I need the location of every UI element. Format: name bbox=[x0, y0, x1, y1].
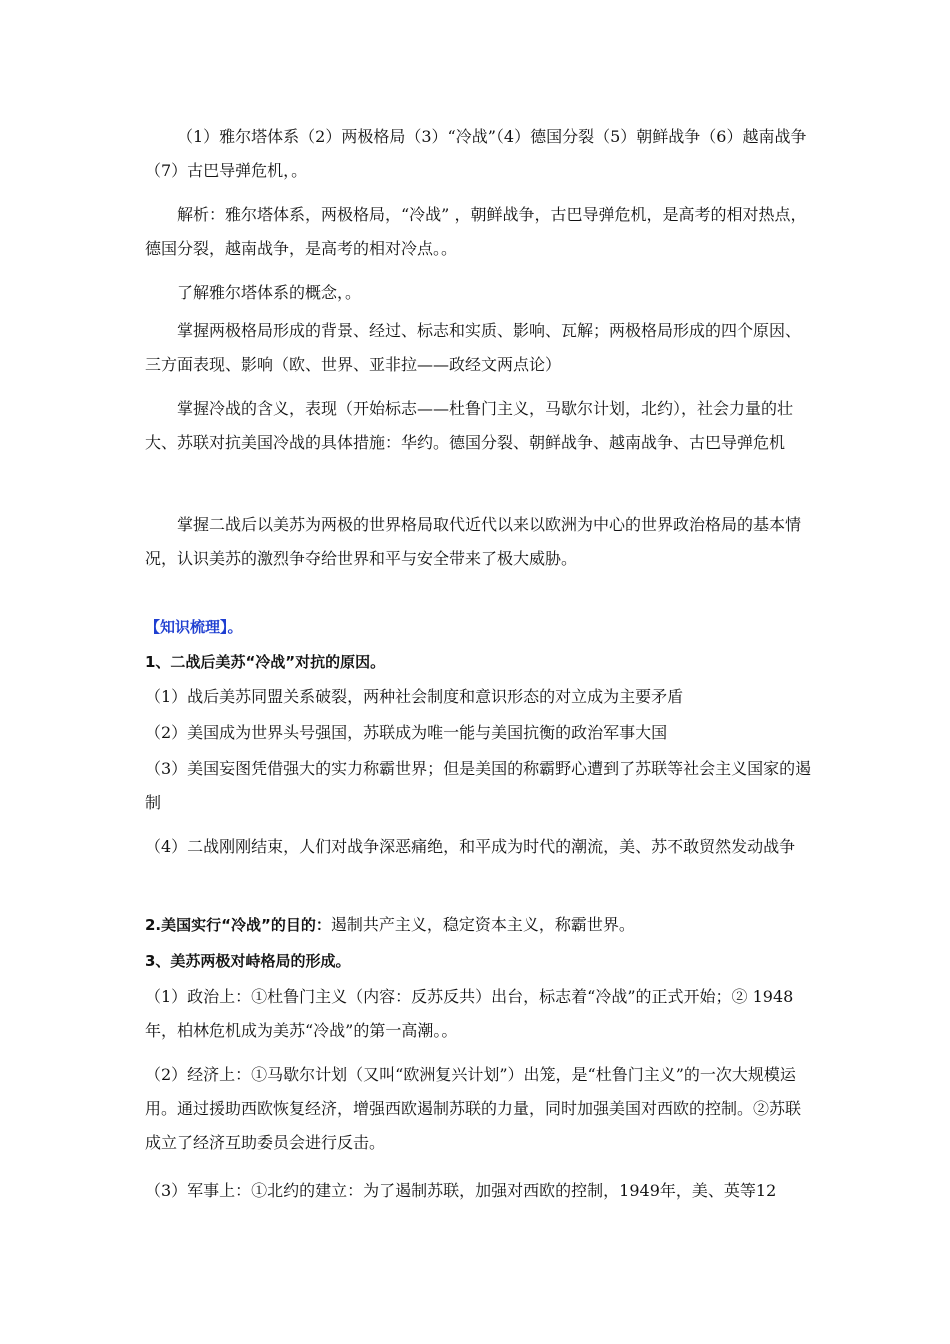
knowledge-heading: 【知识梳理】。 bbox=[145, 618, 243, 636]
section-2-title: 2.美国实行“冷战”的目的： bbox=[145, 916, 331, 934]
intro-analysis: 解析：雅尔塔体系，两极格局，“冷战” ，朝鲜战争，古巴导弹危机，是高考的相对热点，德国分裂，越南战争，是高考的相对冷点。。 bbox=[145, 205, 807, 258]
section-1-title: 1、二战后美苏“冷战”对抗的原因。 bbox=[145, 653, 386, 671]
section-1-item-2: （2）美国成为世界头号强国，苏联成为唯一能与美国抗衡的政治军事大国 bbox=[145, 723, 668, 742]
section-2-text: 遏制共产主义，稳定资本主义，称霸世界。 bbox=[330, 915, 635, 934]
section-3-item-3: （3）军事上：①北约的建立：为了遏制苏联，加强对西欧的控制，1949年，美、英等12 bbox=[145, 1181, 777, 1200]
intro-master-coldwar: 掌握冷战的含义，表现（开始标志——杜鲁门主义，马歇尔计划，北约），社会力量的壮大、苏联对抗美国冷战的具体措施：华约。德国分裂、朝鲜战争、越南战争、古巴导弹危机 bbox=[145, 399, 794, 452]
section-1-item-3: （3）美国妄图凭借强大的实力称霸世界；但是美国的称霸野心遭到了苏联等社会主义国家的遏制 bbox=[145, 759, 812, 812]
section-2 bbox=[145, 908, 815, 942]
section-1-item-4: （4）二战刚刚结束，人们对战争深恶痛绝，和平成为时代的潮流，美、苏不敢贸然发动战争 bbox=[145, 837, 796, 856]
section-3-item-2: （2）经济上：①马歇尔计划（又叫“欧洲复兴计划”）出笼，是“杜鲁门主义”的一次大规模运用。通过援助西欧恢复经济，增强西欧遏制苏联的力量，同时加强美国对西欧的控制。②苏联成立了经济互助委员会进行反击。 bbox=[145, 1065, 802, 1152]
intro-master-worldpattern: 掌握二战后以美苏为两极的世界格局取代近代以来以欧洲为中心的世界政治格局的基本情况，认识美苏的激烈争夺给世界和平与安全带来了极大威胁。 bbox=[145, 515, 802, 568]
intro-keywords: （1）雅尔塔体系（2）两极格局（3）“冷战”（4）德国分裂（5）朝鲜战争（6）越南战争（7）古巴导弹危机，。 bbox=[145, 127, 807, 180]
section-3-title: 3、美苏两极对峙格局的形成。 bbox=[145, 952, 351, 970]
intro-master-bipolar: 掌握两极格局形成的背景、经过、标志和实质、影响、瓦解；两极格局形成的四个原因、三方面表现、影响（欧、世界、亚非拉——政经文两点论） bbox=[145, 321, 802, 374]
section-3-item-1: （1）政治上：①杜鲁门主义（内容：反苏反共）出台，标志着“冷战”的正式开始；② 1948年，柏林危机成为美苏“冷战”的第一高潮。。 bbox=[145, 987, 794, 1040]
intro-understand: 了解雅尔塔体系的概念，。 bbox=[177, 283, 362, 302]
section-1-item-1: （1）战后美苏同盟关系破裂，两种社会制度和意识形态的对立成为主要矛盾 bbox=[145, 687, 684, 706]
